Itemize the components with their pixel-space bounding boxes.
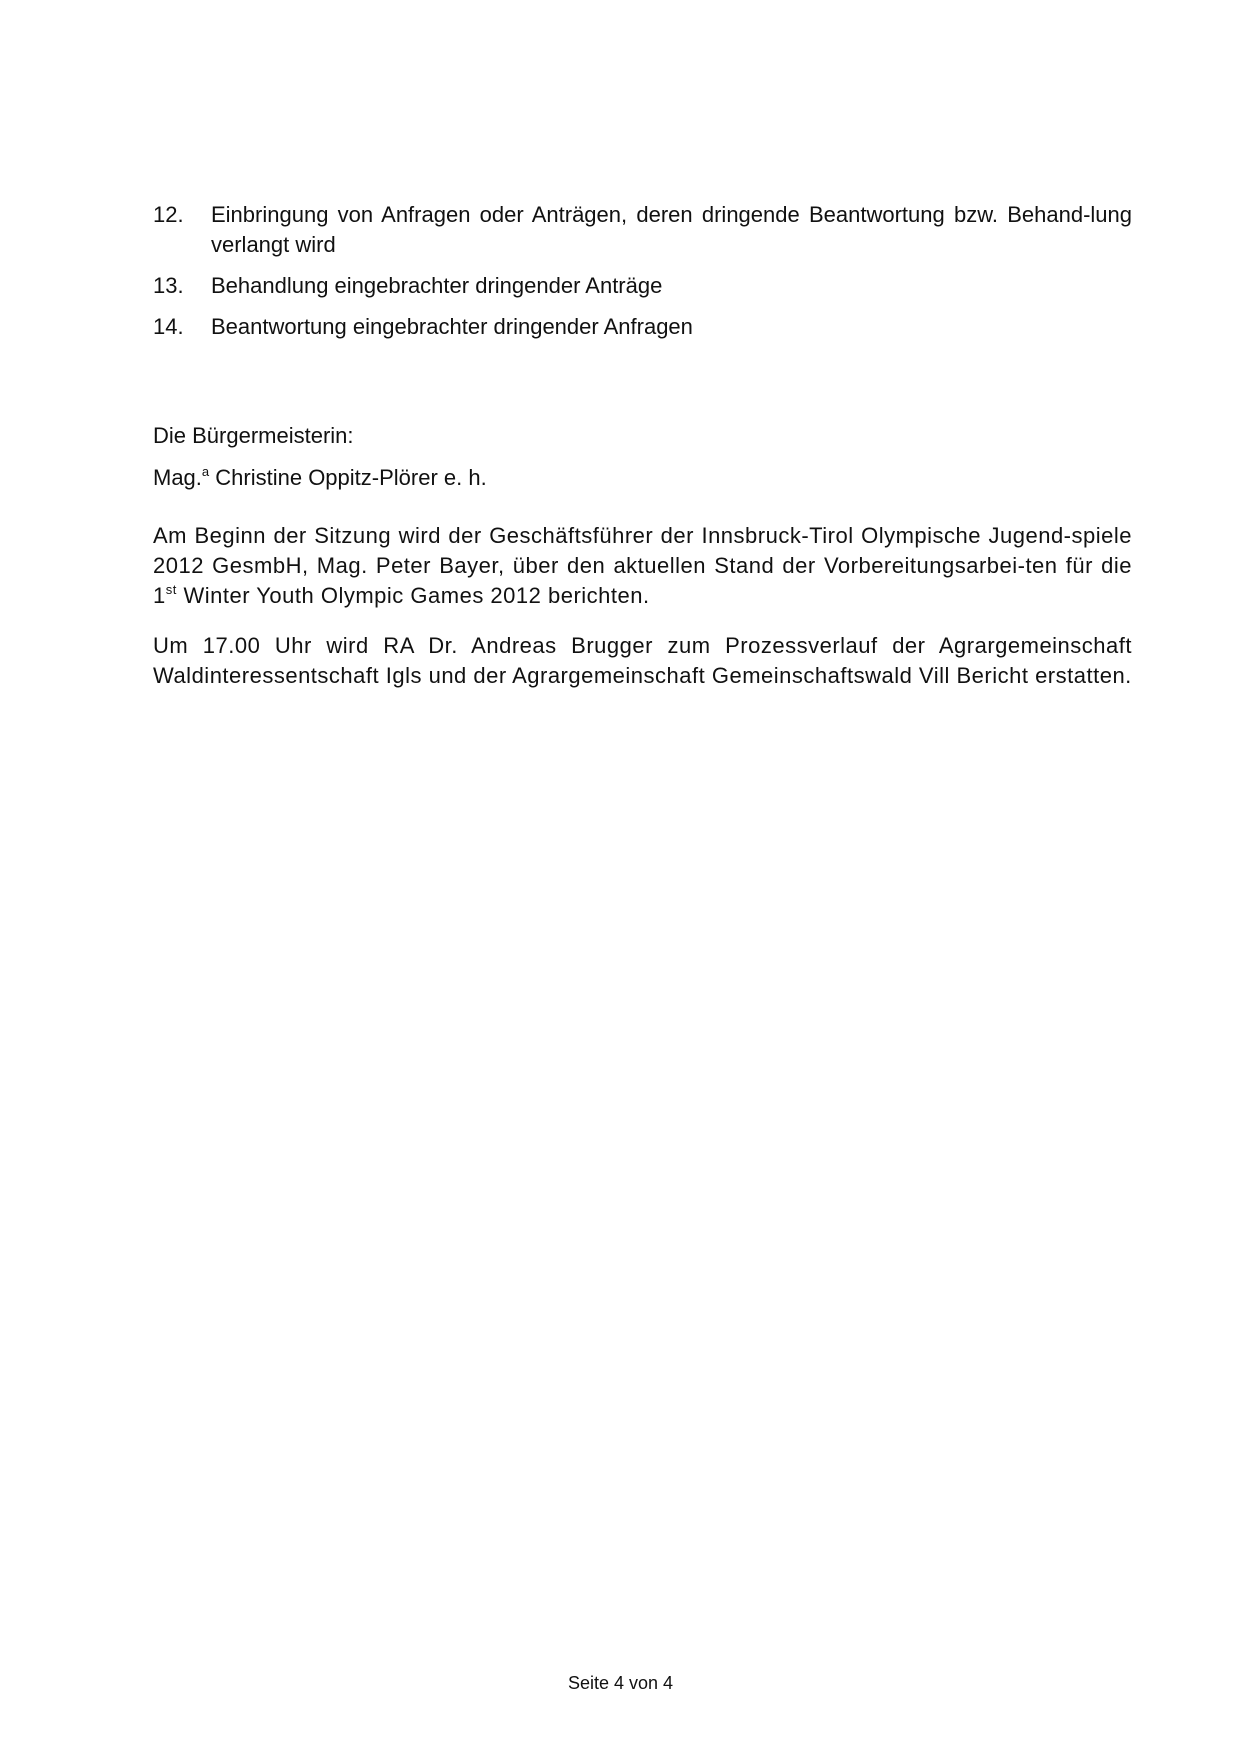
ordinal-superscript: st [165,581,177,597]
paragraph-text-before: Am Beginn der Sitzung wird der Geschäftsführer der Innsbruck-Tirol Olympische Jugend-spiele 2012 GesmbH, Mag. Peter Bayer, über den aktuellen Stand der Vorbereitungsarbei-ten für die 1 [153,523,1132,608]
agenda-item-number: 13. [153,273,184,298]
agenda-item-13 [153,271,1132,301]
agenda-item-number: 12. [153,202,184,227]
signature-name [153,463,1132,493]
agenda-item-text: Beantwortung eingebrachter dringender Anfragen [211,314,693,339]
signature-title-prefix: Mag. [153,465,202,490]
paragraph-text-after: Winter Youth Olympic Games 2012 berichten. [176,583,650,608]
agenda-item-number: 14. [153,314,184,339]
paragraph-olympic-report [153,521,1132,611]
signature-title-superscript: a [201,463,210,479]
signature-person-name: Christine Oppitz-Plörer e. h. [209,465,487,490]
agenda-item-text: Behandlung eingebrachter dringender Anträge [211,273,663,298]
page-footer: Seite 4 von 4 [567,1673,674,1693]
signature-label: Die Bürgermeisterin: [153,423,354,448]
agenda-item-14 [153,312,1132,342]
agenda-item-text: Einbringung von Anfragen oder Anträgen, deren dringende Beantwortung bzw. Behand-lung verlangt wird [211,202,1132,257]
paragraph-brugger-report: Um 17.00 Uhr wird RA Dr. Andreas Brugger zum Prozessverlauf der Agrargemeinschaft Waldinteressentschaft Igls und der Agrargemeinschaft Gemeinschaftswald Vill Bericht erstatten. [153,633,1132,688]
page-content [153,200,1132,711]
agenda-item-12 [153,200,1132,260]
